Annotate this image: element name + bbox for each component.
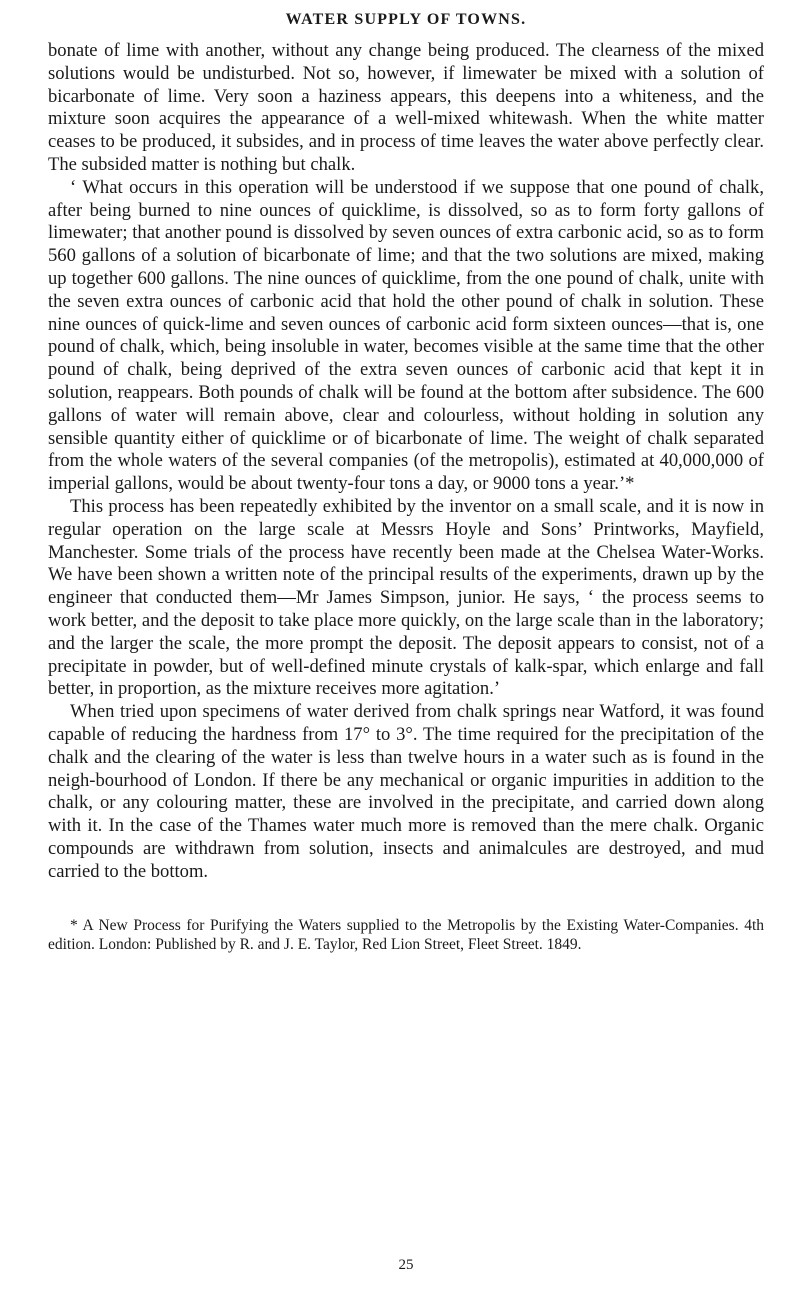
page-number: 25: [398, 1257, 414, 1273]
running-head: WATER SUPPLY OF TOWNS.: [285, 11, 527, 28]
footnote: [48, 917, 764, 954]
document-page: [48, 10, 764, 1290]
paragraph-continuation: bonate of lime with another, without any change being produced. The clearness of the mixed solutions would be undisturbed. Not so, however, if limewater be mixed with a solution of bicarbonate of lime. Very soon a haziness appears, this deepens into a whiteness, and the mixture soon acquires the appearance of a well-mixed whitewash. When the white matter ceases to be produced, it subsides, and in process of time leaves the water above perfectly clear. The subsided matter is nothing but chalk.: [48, 40, 764, 175]
footnote-text: * A New Process for Purifying the Waters supplied to the Metropolis by the Existing Water-Companies. 4th edition. London: Published by R. and J. E. Taylor, Red Lion Street, Fleet Street. 1849.: [48, 917, 764, 953]
body-text: [48, 40, 764, 883]
paragraph-process-trials: This process has been repeatedly exhibited by the inventor on a small scale, and it is now in regular operation on the large scale at Messrs Hoyle and Sons’ Printworks, Mayfield, Manchester. Some trials of the process have recently been made at the Chelsea Water-Works. We have been shown a written note of the principal results of the experiments, drawn up by the engineer that conducted them—Mr James Simpson, junior. He says, ‘ the process seems to work better, and the deposit to take place more quickly, on the large scale than in the laboratory; and the larger the scale, the more prompt the deposit. The deposit appears to consist, not of a precipitate in powder, but of well-defined minute crystals of kalk-spar, which enlarge and fall better, in proportion, as the mixture receives more agitation.’: [48, 495, 764, 700]
paragraph-quotation: ‘ What occurs in this operation will be understood if we suppose that one pound of chalk, after being burned to nine ounces of quicklime, is dissolved, so as to form forty gallons of limewater; that another pound is dissolved by seven ounces of extra carbonic acid, so as to form 560 gallons of a solution of bicarbonate of lime; and that the two solutions are mixed, making up together 600 gallons. The nine ounces of quicklime, from the one pound of chalk, unite with the seven extra ounces of carbonic acid that hold the other pound of chalk in solution. These nine ounces of quick-lime and seven ounces of carbonic acid form sixteen ounces—that is, one pound of chalk, which, being insoluble in water, becomes visible at the same time that the other pound of chalk, being deprived of the extra seven ounces of carbonic acid that kept it in solution, reappears. Both pounds of chalk will be found at the bottom after subsidence. The 600 gallons of water will remain above, clear and colourless, without holding in solution any sensible quantity either of quicklime or of bicarbonate of lime. The weight of chalk separated from the whole waters of the several companies (of the metropolis), estimated at 40,000,000 of imperial gallons, would be about twenty-four tons a day, or 9000 tons a year.’*: [48, 176, 764, 495]
paragraph-watford-results: When tried upon specimens of water derived from chalk springs near Watford, it was found capable of reducing the hardness from 17° to 3°. The time required for the precipitation of the chalk and the clearing of the water is less than twelve hours in a water such as is found in the neigh-bourhood of London. If there be any mechanical or organic impurities in addition to the chalk, or any colouring matter, these are involved in the precipitate, and carried down along with it. In the case of the Thames water much more is removed than the mere chalk. Organic compounds are withdrawn from solution, insects and animalcules are destroyed, and mud carried to the bottom.: [48, 701, 764, 882]
